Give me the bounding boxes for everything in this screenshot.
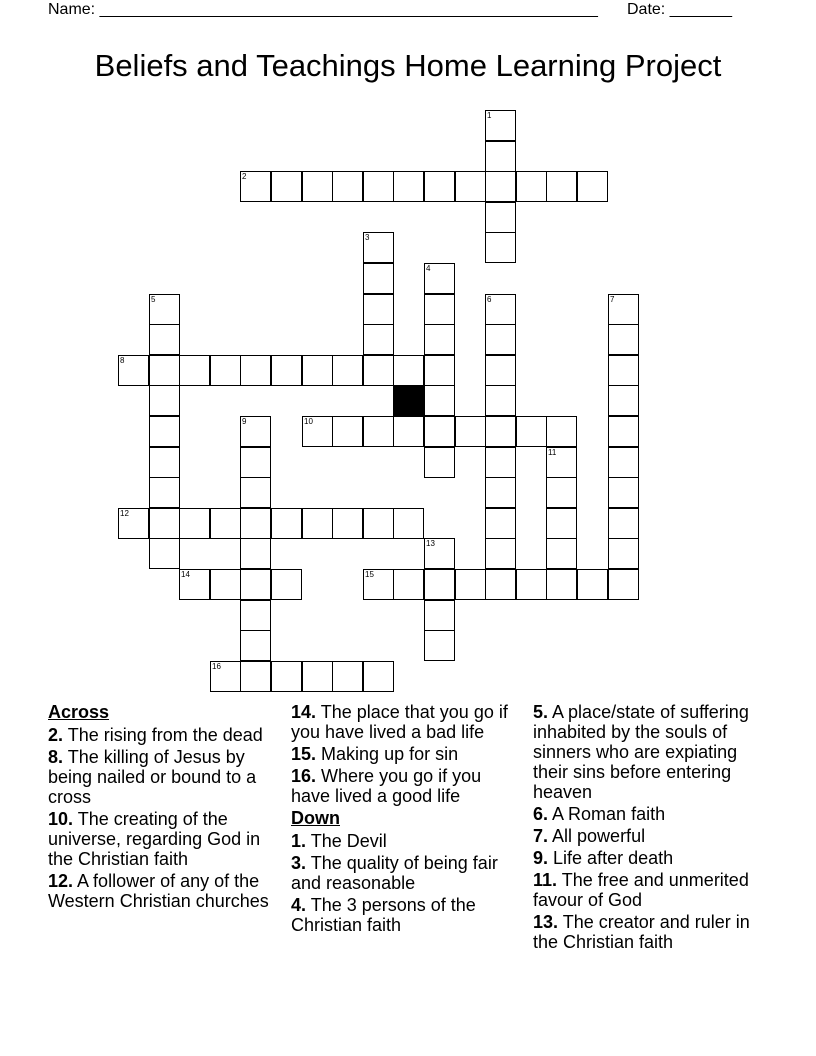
clue-number: 5. bbox=[533, 702, 549, 722]
crossword-cell[interactable] bbox=[302, 171, 333, 202]
crossword-cell[interactable] bbox=[149, 324, 180, 355]
crossword-cell[interactable] bbox=[485, 477, 516, 508]
crossword-cell[interactable] bbox=[271, 508, 302, 539]
crossword-cell[interactable] bbox=[546, 447, 577, 478]
across-clue bbox=[291, 702, 523, 742]
crossword-cell[interactable] bbox=[271, 569, 302, 600]
crossword-cell[interactable] bbox=[485, 141, 516, 172]
down-clue bbox=[291, 895, 523, 935]
across-heading: Across bbox=[48, 702, 110, 722]
clue-number: 16. bbox=[291, 766, 317, 786]
crossword-cell[interactable] bbox=[363, 355, 394, 386]
crossword-cell[interactable] bbox=[608, 538, 639, 569]
crossword-cell[interactable] bbox=[424, 447, 455, 478]
clue-number: 11. bbox=[533, 870, 558, 890]
cell-number: 1 bbox=[487, 111, 492, 120]
clue-text: A place/state of suffering inhabited by the souls of sinners who are expiating their sins before entering heaven bbox=[533, 702, 749, 802]
down-clue bbox=[533, 870, 769, 910]
clue-text: The free and unmerited favour of God bbox=[533, 870, 749, 910]
crossword-cell[interactable] bbox=[393, 508, 424, 539]
crossword-cell[interactable] bbox=[332, 508, 363, 539]
crossword-cell[interactable] bbox=[516, 569, 547, 600]
clue-number: 10. bbox=[48, 809, 74, 829]
crossword-cell[interactable] bbox=[608, 294, 639, 325]
crossword-cell[interactable] bbox=[608, 508, 639, 539]
crossword-cell[interactable] bbox=[271, 171, 302, 202]
crossword-cell[interactable] bbox=[179, 508, 210, 539]
crossword-cell[interactable] bbox=[577, 569, 608, 600]
clue-number: 8. bbox=[48, 747, 64, 767]
clue-number: 1. bbox=[291, 831, 307, 851]
crossword-cell[interactable] bbox=[332, 171, 363, 202]
crossword-cell[interactable] bbox=[149, 477, 180, 508]
cell-number: 12 bbox=[120, 509, 129, 518]
clue-number: 13. bbox=[533, 912, 559, 932]
crossword-cell[interactable] bbox=[363, 416, 394, 447]
clue-text: A follower of any of the Western Christian churches bbox=[48, 871, 269, 911]
crossword-cell[interactable] bbox=[302, 416, 333, 447]
crossword-cell[interactable] bbox=[149, 538, 180, 569]
crossword-cell[interactable] bbox=[302, 355, 333, 386]
cell-number: 8 bbox=[120, 356, 125, 365]
crossword-cell[interactable] bbox=[424, 569, 455, 600]
clue-text: The quality of being fair and reasonable bbox=[291, 853, 498, 893]
crossword-cell[interactable] bbox=[149, 508, 180, 539]
crossword-cell[interactable] bbox=[485, 508, 516, 539]
crossword-cell[interactable] bbox=[393, 569, 424, 600]
cell-number: 16 bbox=[212, 662, 221, 671]
crossword-cell[interactable] bbox=[424, 600, 455, 631]
across-clue bbox=[48, 747, 280, 807]
crossword-cell[interactable] bbox=[608, 355, 639, 386]
crossword-cell[interactable] bbox=[393, 171, 424, 202]
crossword-cell[interactable] bbox=[271, 355, 302, 386]
across-clue bbox=[48, 725, 280, 745]
crossword-cell[interactable] bbox=[240, 355, 271, 386]
crossword-cell[interactable] bbox=[240, 538, 271, 569]
crossword-cell[interactable] bbox=[210, 569, 241, 600]
page-title: Beliefs and Teachings Home Learning Project bbox=[94, 48, 722, 83]
crossword-cell[interactable] bbox=[485, 538, 516, 569]
crossword-cell[interactable] bbox=[149, 355, 180, 386]
crossword-cell[interactable] bbox=[149, 385, 180, 416]
crossword-cell[interactable] bbox=[149, 416, 180, 447]
across-clue bbox=[48, 871, 280, 911]
cell-number: 6 bbox=[487, 295, 492, 304]
crossword-cell[interactable] bbox=[546, 508, 577, 539]
crossword-cell[interactable] bbox=[608, 477, 639, 508]
crossword-cell[interactable] bbox=[363, 661, 394, 692]
clue-number: 14. bbox=[291, 702, 317, 722]
cell-number: 9 bbox=[242, 417, 247, 426]
crossword-cell[interactable] bbox=[210, 661, 241, 692]
crossword-cell[interactable] bbox=[363, 294, 394, 325]
crossword-cell[interactable] bbox=[179, 355, 210, 386]
clue-text: The 3 persons of the Christian faith bbox=[291, 895, 476, 935]
name-field[interactable]: Name: ________________________________________________________ bbox=[48, 1, 598, 18]
crossword-cell[interactable] bbox=[149, 447, 180, 478]
down-heading: Down bbox=[291, 808, 340, 828]
down-clue bbox=[533, 702, 769, 802]
cell-number: 4 bbox=[426, 264, 431, 273]
crossword-cell[interactable] bbox=[546, 569, 577, 600]
across-clue bbox=[291, 744, 523, 764]
clue-text: The Devil bbox=[310, 831, 387, 851]
crossword-cell[interactable] bbox=[424, 263, 455, 294]
crossword-cell[interactable] bbox=[210, 355, 241, 386]
crossword-cell[interactable] bbox=[363, 232, 394, 263]
crossword-cell[interactable] bbox=[240, 661, 271, 692]
clue-number: 4. bbox=[291, 895, 307, 915]
clue-text: The creating of the universe, regarding God in the Christian faith bbox=[48, 809, 261, 869]
crossword-cell[interactable] bbox=[608, 569, 639, 600]
clue-number: 3. bbox=[291, 853, 307, 873]
clue-text: Where you go if you have lived a good life bbox=[291, 766, 482, 806]
crossword-cell[interactable] bbox=[516, 416, 547, 447]
crossword-cell[interactable] bbox=[424, 171, 455, 202]
crossword-cell[interactable] bbox=[302, 508, 333, 539]
crossword-cell[interactable] bbox=[485, 110, 516, 141]
crossword-cell[interactable] bbox=[485, 447, 516, 478]
crossword-cell[interactable] bbox=[332, 355, 363, 386]
crossword-cell[interactable] bbox=[455, 171, 486, 202]
crossword-cell[interactable] bbox=[332, 661, 363, 692]
clue-column-1 bbox=[48, 702, 280, 913]
clue-number: 6. bbox=[533, 804, 549, 824]
crossword-cell[interactable] bbox=[302, 661, 333, 692]
down-clue bbox=[533, 826, 769, 846]
crossword-cell[interactable] bbox=[240, 477, 271, 508]
crossword-cell[interactable] bbox=[210, 508, 241, 539]
crossword-cell[interactable] bbox=[363, 569, 394, 600]
clue-number: 9. bbox=[533, 848, 549, 868]
cell-number: 13 bbox=[426, 539, 435, 548]
crossword-cell[interactable] bbox=[455, 416, 486, 447]
crossword-cell[interactable] bbox=[271, 661, 302, 692]
crossword-cell[interactable] bbox=[118, 355, 149, 386]
shaded-cell bbox=[393, 385, 424, 416]
clue-number: 2. bbox=[48, 725, 64, 745]
across-clue bbox=[48, 809, 280, 869]
cell-number: 5 bbox=[151, 295, 156, 304]
clue-number: 7. bbox=[533, 826, 549, 846]
crossword-cell[interactable] bbox=[608, 324, 639, 355]
crossword-cell[interactable] bbox=[546, 538, 577, 569]
cell-number: 11 bbox=[548, 448, 557, 457]
crossword-cell[interactable] bbox=[485, 385, 516, 416]
crossword-cell[interactable] bbox=[424, 294, 455, 325]
crossword-cell[interactable] bbox=[424, 630, 455, 661]
cell-number: 14 bbox=[181, 570, 190, 579]
cell-number: 2 bbox=[242, 172, 247, 181]
crossword-cell[interactable] bbox=[424, 538, 455, 569]
across-clue bbox=[291, 766, 523, 806]
clue-text: A Roman faith bbox=[552, 804, 666, 824]
crossword-cell[interactable] bbox=[485, 416, 516, 447]
clue-text: All powerful bbox=[552, 826, 646, 846]
crossword-cell[interactable] bbox=[240, 508, 271, 539]
crossword-cell[interactable] bbox=[240, 569, 271, 600]
clue-number: 12. bbox=[48, 871, 74, 891]
crossword-cell[interactable] bbox=[240, 600, 271, 631]
crossword-cell[interactable] bbox=[424, 324, 455, 355]
crossword-cell[interactable] bbox=[393, 355, 424, 386]
crossword-cell[interactable] bbox=[485, 294, 516, 325]
cell-number: 10 bbox=[304, 417, 313, 426]
crossword-cell[interactable] bbox=[485, 569, 516, 600]
crossword-cell[interactable] bbox=[485, 324, 516, 355]
clue-text: The creator and ruler in the Christian faith bbox=[533, 912, 750, 952]
crossword-cell[interactable] bbox=[577, 171, 608, 202]
crossword-cell[interactable] bbox=[546, 416, 577, 447]
crossword-cell[interactable] bbox=[424, 355, 455, 386]
clue-text: Making up for sin bbox=[321, 744, 459, 764]
crossword-cell[interactable] bbox=[485, 232, 516, 263]
clue-text: Life after death bbox=[553, 848, 674, 868]
crossword-cell[interactable] bbox=[240, 630, 271, 661]
crossword-cell[interactable] bbox=[485, 171, 516, 202]
crossword-cell[interactable] bbox=[608, 447, 639, 478]
cell-number: 7 bbox=[610, 295, 615, 304]
crossword-cell[interactable] bbox=[393, 416, 424, 447]
crossword-cell[interactable] bbox=[240, 447, 271, 478]
crossword-cell[interactable] bbox=[363, 171, 394, 202]
crossword-cell[interactable] bbox=[240, 171, 271, 202]
down-clue bbox=[533, 804, 769, 824]
crossword-cell[interactable] bbox=[424, 385, 455, 416]
clue-number: 15. bbox=[291, 744, 317, 764]
crossword-cell[interactable] bbox=[455, 569, 486, 600]
crossword-cell[interactable] bbox=[546, 171, 577, 202]
date-field[interactable]: Date: _______ bbox=[627, 1, 732, 18]
crossword-cell[interactable] bbox=[485, 355, 516, 386]
crossword-cell[interactable] bbox=[546, 477, 577, 508]
crossword-cell[interactable] bbox=[485, 202, 516, 233]
crossword-cell[interactable] bbox=[363, 324, 394, 355]
crossword-cell[interactable] bbox=[516, 171, 547, 202]
crossword-cell[interactable] bbox=[608, 385, 639, 416]
clue-text: The killing of Jesus by being nailed or bound to a cross bbox=[48, 747, 257, 807]
clue-text: The rising from the dead bbox=[67, 725, 263, 745]
crossword-cell[interactable] bbox=[608, 416, 639, 447]
crossword-cell[interactable] bbox=[363, 508, 394, 539]
down-clue bbox=[533, 848, 769, 868]
crossword-cell[interactable] bbox=[424, 416, 455, 447]
cell-number: 3 bbox=[365, 233, 370, 242]
crossword-cell[interactable] bbox=[179, 569, 210, 600]
down-clue bbox=[291, 853, 523, 893]
crossword-cell[interactable] bbox=[149, 294, 180, 325]
clue-text: The place that you go if you have lived a bad life bbox=[291, 702, 508, 742]
clue-column-3 bbox=[533, 702, 769, 954]
down-clue bbox=[291, 831, 523, 851]
down-clue bbox=[533, 912, 769, 952]
cell-number: 15 bbox=[365, 570, 374, 579]
clue-column-2 bbox=[291, 702, 523, 937]
crossword-cell[interactable] bbox=[240, 416, 271, 447]
crossword-cell[interactable] bbox=[118, 508, 149, 539]
crossword-cell[interactable] bbox=[363, 263, 394, 294]
crossword-cell[interactable] bbox=[332, 416, 363, 447]
